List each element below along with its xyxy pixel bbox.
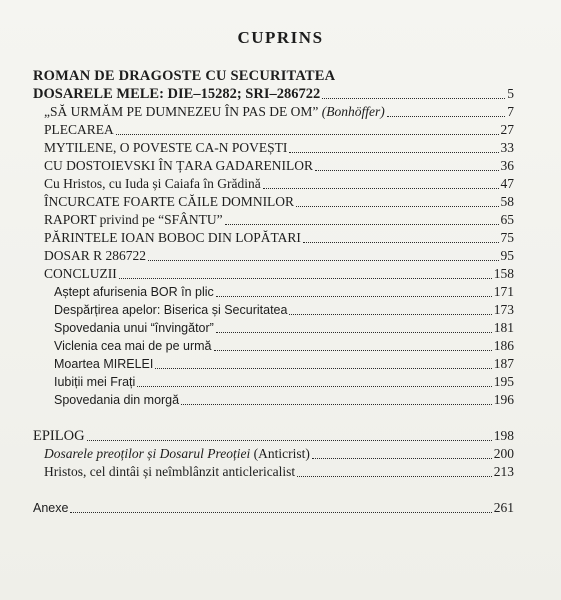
page-number: 198 [493, 428, 514, 443]
entry-title: Dosarele preoților și Dosarul Preoției [44, 446, 251, 461]
page-number: 187 [493, 356, 514, 371]
part-heading-line1: ROMAN DE DRAGOSTE CU SECURITATEA [33, 68, 336, 84]
page-number: 181 [493, 320, 514, 335]
entry-label: Moartea MIRELEI [54, 357, 154, 371]
part-heading-line2: DOSARELE MELE: DIE–15282; SRI–286722 [33, 86, 321, 102]
toc-entry [44, 122, 514, 138]
entry-label: Aștept afurisenia BOR în plic [54, 285, 214, 299]
leader-dots [303, 232, 499, 243]
leader-dots [214, 340, 492, 351]
entry-label: CU DOSTOIEVSKI ÎN ȚARA GADARENILOR [44, 158, 313, 173]
leader-dots [225, 214, 499, 225]
leader-dots [263, 178, 499, 189]
entry-label: RAPORT privind pe “SFÂNTU” [44, 212, 223, 227]
leader-dots [116, 124, 499, 135]
leader-dots [289, 142, 498, 153]
entry-label: DOSAR R 286722 [44, 248, 147, 263]
toc-entry [44, 194, 514, 210]
entry-label: PĂRINTELE IOAN BOBOC DIN LOPĂTARI [44, 230, 301, 245]
toc-subentry [54, 374, 514, 390]
leader-dots [70, 502, 491, 513]
leader-dots [216, 286, 492, 297]
entry-label: Spovedania unui “învingător” [54, 321, 214, 335]
entry-suffix: (Bonhöffer) [321, 104, 385, 119]
leader-dots [137, 376, 491, 387]
entry-title: „SĂ URMĂM PE DUMNEZEU ÎN PAS DE OM” [44, 104, 319, 119]
leader-dots [155, 358, 491, 369]
entry-label [44, 104, 385, 120]
toc-epilog [33, 428, 514, 444]
toc-subentry [54, 356, 514, 372]
entry-label: Cu Hristos, cu Iuda și Caiafa în Grădină [44, 176, 261, 191]
page-number: 47 [500, 176, 514, 191]
page-number: 261 [493, 500, 514, 515]
page-number: 196 [493, 392, 514, 407]
page-number: 95 [500, 248, 514, 263]
page-number: 195 [493, 374, 514, 389]
toc-subentry [54, 284, 514, 300]
leader-dots [181, 394, 492, 405]
toc-entry [44, 176, 514, 192]
toc-subentry [44, 446, 514, 462]
entry-label: Viclenia cea mai de pe urmă [54, 339, 212, 353]
entry-label: MYTILENE, O POVESTE CA-N POVEȘTI [44, 140, 288, 155]
page-number: 213 [493, 464, 514, 479]
toc-entry [44, 248, 514, 264]
entry-label: Hristos, cel dintâi și neîmblânzit anticlericalist [44, 464, 296, 479]
leader-dots [289, 304, 491, 315]
leader-dots [297, 466, 492, 477]
page-number: 158 [493, 266, 514, 281]
entry-label: Iubiții mei Frați [54, 375, 136, 389]
page-number: 5 [507, 86, 514, 101]
page-number: 200 [493, 446, 514, 461]
leader-dots [387, 106, 505, 117]
toc-entry [44, 158, 514, 174]
toc-subentry [54, 338, 514, 354]
toc-entry [44, 104, 514, 120]
page-number: 65 [500, 212, 514, 227]
page-number: 173 [493, 302, 514, 317]
leader-dots [322, 88, 505, 99]
toc-subentry [54, 392, 514, 408]
part-heading-line2-row [33, 86, 514, 102]
entry-label [44, 446, 310, 462]
page-number: 75 [500, 230, 514, 245]
leader-dots [312, 448, 492, 459]
page-number: 33 [500, 140, 514, 155]
entry-label: Despărțirea apelor: Biserica și Securitatea [54, 303, 288, 317]
toc-entry [44, 266, 514, 282]
leader-dots [216, 322, 492, 333]
page-number: 7 [507, 104, 514, 119]
leader-dots [148, 250, 498, 261]
toc-anexe [33, 500, 514, 516]
entry-label: ÎNCURCATE FOARTE CĂILE DOMNILOR [44, 194, 295, 209]
entry-label: Anexe [33, 501, 69, 515]
entry-suffix: (Anticrist) [253, 446, 310, 461]
page-number: 36 [500, 158, 514, 173]
toc-subentry [54, 302, 514, 318]
leader-dots [119, 268, 492, 279]
leader-dots [296, 196, 498, 207]
page-number: 27 [500, 122, 514, 137]
page-title: CUPRINS [237, 28, 324, 47]
leader-dots [87, 430, 492, 441]
toc-entry [44, 230, 514, 246]
entry-label: EPILOG [33, 428, 85, 444]
leader-dots [315, 160, 499, 171]
entry-label: CONCLUZII [44, 266, 117, 281]
toc-entry [44, 140, 514, 156]
entry-label: PLECAREA [44, 122, 114, 137]
toc-entry [44, 212, 514, 228]
toc-subentry [54, 320, 514, 336]
entry-label: Spovedania din morgă [54, 393, 180, 407]
page-number: 58 [500, 194, 514, 209]
page-number: 171 [493, 284, 514, 299]
toc-subentry [44, 464, 514, 480]
page-number: 186 [493, 338, 514, 353]
